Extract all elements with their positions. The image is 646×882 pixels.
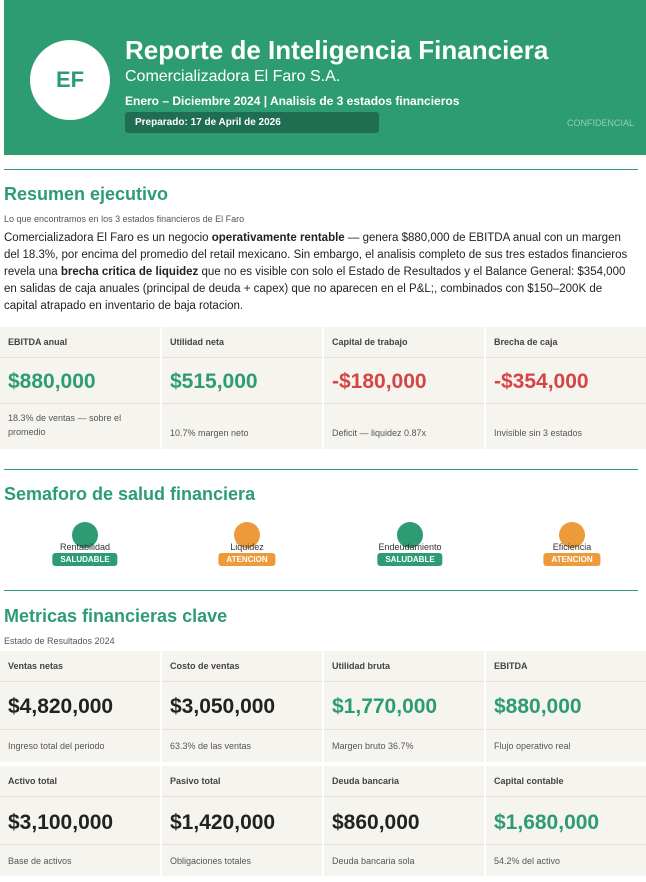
metric-note: Margen bruto 36.7%: [332, 741, 414, 751]
metric-note: Ingreso total del periodo: [8, 741, 105, 751]
metric-card-activo: [0, 766, 160, 876]
kpi-card-cash-gap: [486, 327, 646, 449]
metric-label: Utilidad bruta: [332, 661, 390, 671]
metric-note: 54.2% del activo: [494, 856, 561, 866]
metric-card-capital: [486, 766, 646, 876]
section-divider: [4, 169, 638, 170]
metric-label: Pasivo total: [170, 776, 221, 786]
summary-title: Resumen ejecutivo: [4, 184, 169, 204]
metric-value: $860,000: [332, 811, 420, 834]
kpi-note: Invisible sin 3 estados: [494, 428, 583, 438]
semaforo-liquidez: [187, 522, 307, 572]
metric-value: $1,420,000: [170, 811, 276, 834]
kpi-value: -$180,000: [332, 370, 427, 393]
section-divider: [4, 469, 638, 470]
metric-note: 63.3% de las ventas: [170, 741, 252, 751]
metric-note: Base de activos: [8, 856, 72, 866]
kpi-value: $515,000: [170, 370, 258, 393]
prepared-date-badge: Preparado: 17 de April de 2026: [125, 112, 379, 133]
metric-note: Flujo operativo real: [494, 741, 571, 751]
kpi-card-working-capital: [324, 327, 484, 449]
company-name: Comercializadora El Faro S.A.: [125, 68, 341, 85]
report-title: Reporte de Inteligencia Financiera: [125, 35, 549, 65]
kpi-note: 10.7% margen neto: [170, 428, 249, 438]
report-header: [4, 0, 646, 155]
semaforo-rentabilidad: [25, 522, 145, 572]
metrics-row-2: [0, 766, 646, 876]
metric-value: $3,100,000: [8, 811, 114, 834]
confidential-label: CONFIDENCIAL: [566, 118, 634, 128]
metric-value: $1,770,000: [332, 695, 438, 718]
metric-value: $3,050,000: [170, 695, 276, 718]
kpi-label: Utilidad neta: [170, 337, 225, 347]
semaforo-label: Liquidez: [230, 542, 264, 552]
kpi-label: Capital de trabajo: [332, 337, 408, 347]
status-badge: SALUDABLE: [377, 553, 442, 566]
section-divider: [4, 590, 638, 591]
metrics-title: Metricas financieras clave: [4, 606, 228, 626]
company-logo: EF: [30, 40, 110, 120]
status-badge: ATENCION: [218, 553, 275, 566]
summary-subtitle: Lo que encontramos en los 3 estados financieros de El Faro: [4, 214, 245, 224]
metrics-row-1: [0, 651, 646, 762]
metric-label: Ventas netas: [8, 661, 64, 671]
semaforo-endeudamiento: [350, 522, 470, 572]
metrics-subtitle: Estado de Resultados 2024: [4, 636, 115, 646]
semaforo-label: Eficiencia: [552, 542, 592, 552]
metric-card-pasivo: [162, 766, 322, 876]
metric-card-costo: [162, 651, 322, 762]
metric-label: Activo total: [8, 776, 58, 786]
kpi-grid: [0, 327, 646, 449]
semaforo-title: Semaforo de salud financiera: [4, 484, 256, 504]
metric-label: Capital contable: [494, 776, 564, 786]
metric-value: $880,000: [494, 695, 582, 718]
metric-label: EBITDA: [494, 661, 528, 671]
metric-value: $4,820,000: [8, 695, 114, 718]
kpi-note: Deficit — liquidez 0.87x: [332, 428, 427, 438]
metric-card-ventas: [0, 651, 160, 762]
status-badge: ATENCION: [543, 553, 600, 566]
status-badge: SALUDABLE: [52, 553, 117, 566]
metric-card-ebitda: [486, 651, 646, 762]
kpi-value: -$354,000: [494, 370, 589, 393]
kpi-note: 18.3% de ventas — sobre el promedio: [8, 413, 122, 437]
semaforo-label: Endeudamiento: [378, 542, 442, 552]
metric-note: Obligaciones totales: [170, 856, 252, 866]
semaforo-eficiencia: [512, 522, 632, 572]
summary-paragraph: Comercializadora El Faro es un negocio operativamente rentable — genera $880,000 de EBITDA anual con un margen del 18.3%, por encima del promedio del retail mexicano. Sin embargo, el analisis completo de sus tres estados financieros revela una brecha critica de liquidez que no es visible con solo el Estado de Resultados y el Balance General: $354,000 en salidas de caja anuales (principal de deuda + capex) que no aparecen en el P&L;, combinados con $150–200K de capital atrapado en inventario de baja rotacion.: [4, 232, 628, 312]
metric-card-deuda: [324, 766, 484, 876]
metric-label: Deuda bancaria: [332, 776, 400, 786]
metric-card-utilidad-bruta: [324, 651, 484, 762]
metric-value: $1,680,000: [494, 811, 600, 834]
semaforo-label: Rentabilidad: [59, 542, 111, 552]
kpi-label: EBITDA anual: [8, 337, 68, 347]
kpi-card-net-income: [162, 327, 322, 449]
report-period: Enero – Diciembre 2024 | Analisis de 3 estados financieros: [125, 94, 460, 108]
metric-note: Deuda bancaria sola: [332, 856, 415, 866]
kpi-label: Brecha de caja: [494, 337, 558, 347]
kpi-card-ebitda: [0, 327, 160, 449]
kpi-value: $880,000: [8, 370, 96, 393]
metric-label: Costo de ventas: [170, 661, 240, 671]
